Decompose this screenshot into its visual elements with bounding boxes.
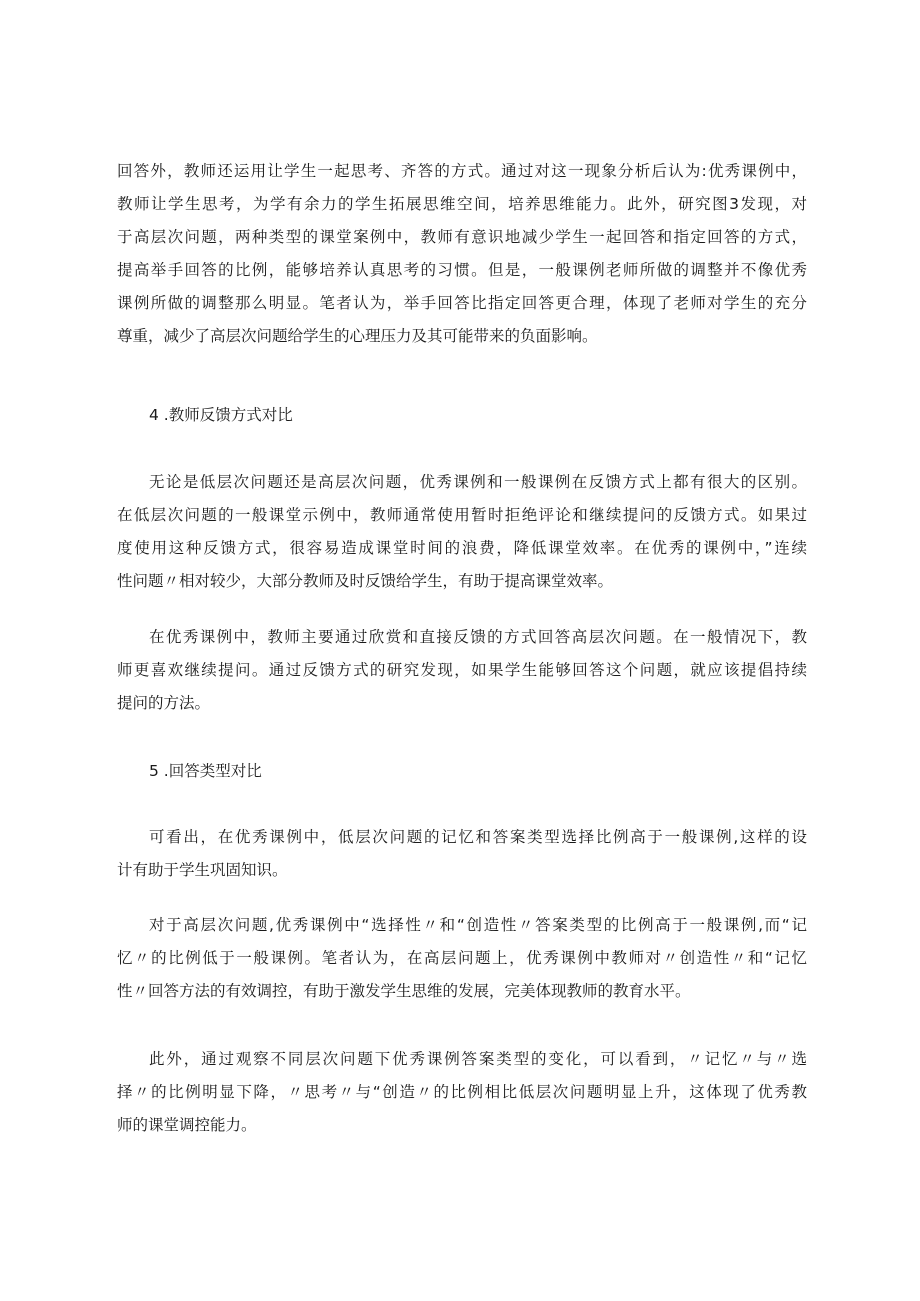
text-line: 在优秀课例中，教师主要通过欣赏和直接反馈的方式回答高层次问题。在一般情况下，教 [149, 628, 807, 646]
paragraph-answer-low [117, 821, 807, 887]
text-line: 回答外，教师还运用让学生一起思考、齐答的方式。通过对这一现象分析后认为:优秀课例中， [117, 162, 807, 180]
text-line: 提高举手回答的比例，能够培养认真思考的习惯。但是，一般课例老师所做的调整并不像优秀 [117, 261, 807, 279]
text-line: 对于高层次问题,优秀课例中“选择性〃和“创造性〃答案类型的比例高于一般课例,而“记 [149, 916, 807, 934]
text-line: 计有助于学生巩固知识。 [117, 861, 288, 879]
text-line: 师更喜欢继续提问。通过反馈方式的研究发现，如果学生能够回答这个问题，就应该提倡持续 [117, 661, 807, 679]
text-line: 课例所做的调整那么明显。笔者认为，举手回答比指定回答更合理，体现了老师对学生的充分 [117, 294, 807, 312]
paragraph-feedback-high [117, 621, 807, 720]
text-line: 师的课堂调控能力。 [117, 1116, 257, 1134]
paragraph-answer-change [117, 1043, 807, 1142]
text-line: 忆〃的比例低于一般课例。笔者认为，在高层问题上，优秀课例中教师对〃创造性〃和“记忆 [117, 949, 807, 967]
text-line: 度使用这种反馈方式，很容易造成课堂时间的浪费，降低课堂效率。在优秀的课例中，”连续 [117, 539, 807, 557]
paragraph-feedback-low [117, 466, 807, 598]
paragraph-question-response [117, 155, 807, 353]
text-line: 教师让学生思考，为学有余力的学生拓展思维空间，培养思维能力。此外，研究图3发现，对 [117, 195, 807, 213]
section-heading-answer-type: 5 .回答类型对比 [149, 762, 262, 780]
paragraph-answer-high [117, 909, 807, 1008]
text-line: 提问的方法。 [117, 694, 211, 712]
text-line: 性〃回答方法的有效调控，有助于激发学生思维的发展，完美体现教师的教育水平。 [117, 982, 691, 1000]
text-line: 此外，通过观察不同层次问题下优秀课例答案类型的变化，可以看到，〃记忆〃与〃选 [149, 1050, 807, 1068]
text-line: 尊重，减少了高层次问题给学生的心理压力及其可能带来的负面影响。 [117, 327, 598, 345]
section-heading-feedback: 4 .教师反馈方式对比 [149, 406, 293, 424]
text-line: 于高层次问题，两种类型的课堂案例中，教师有意识地减少学生一起回答和指定回答的方式， [117, 228, 807, 246]
text-line: 性问题〃相对较少，大部分教师及时反馈给学生，有助于提高课堂效率。 [117, 572, 614, 590]
text-line: 在低层次问题的一般课堂示例中，教师通常使用暂时拒绝评论和继续提问的反馈方式。如果过 [117, 506, 807, 524]
text-line: 可看出，在优秀课例中，低层次问题的记忆和答案类型选择比例高于一般课例,这样的设 [149, 828, 807, 846]
text-line: 无论是低层次问题还是高层次问题，优秀课例和一般课例在反馈方式上都有很大的区别。 [149, 473, 807, 491]
text-line: 择〃的比例明显下降，〃思考〃与“创造〃的比例相比低层次问题明显上升，这体现了优秀教 [117, 1083, 807, 1101]
